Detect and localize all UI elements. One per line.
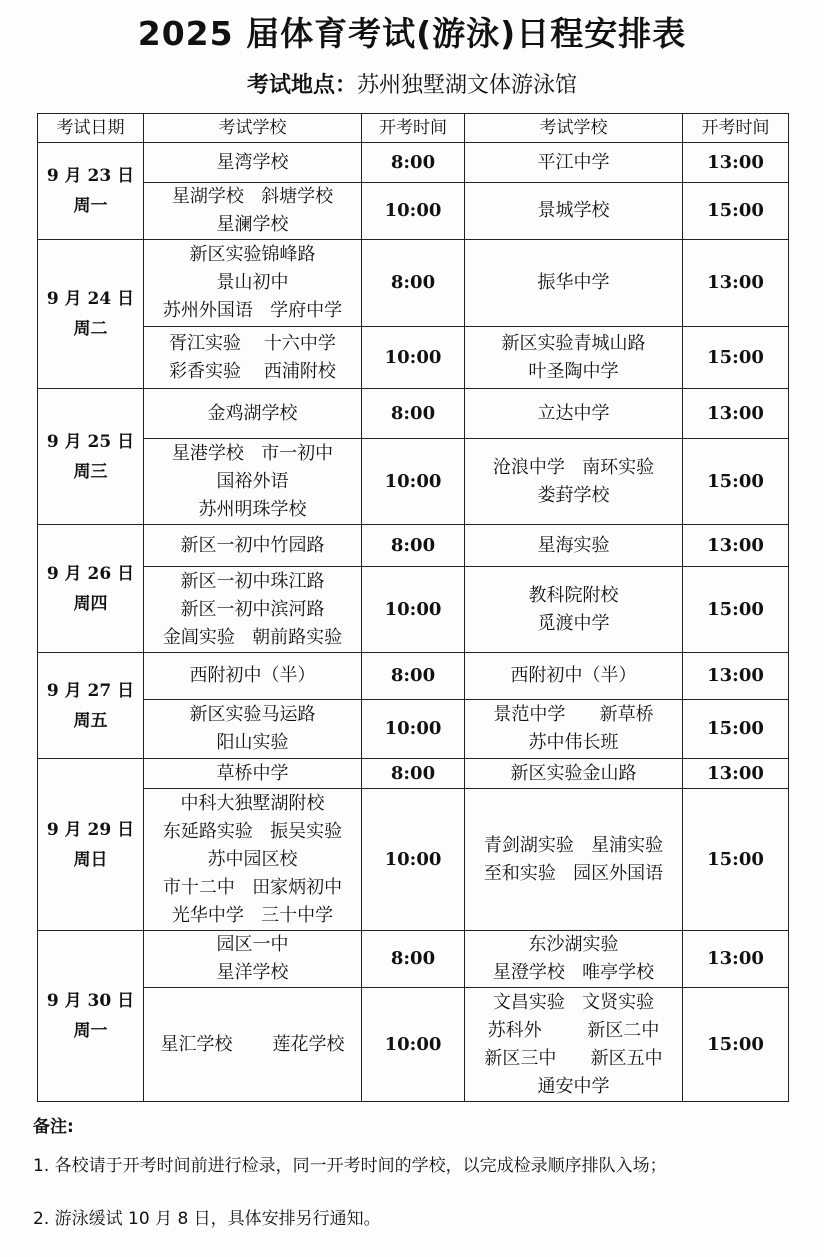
schedule-body [38,143,789,1102]
school-cell-afternoon [465,567,683,653]
school-name: 市十二中 田家炳初中 [162,876,343,898]
school-name: 新区一初中珠江路 [180,570,325,592]
start-time: 10:00 [362,327,465,389]
school-cell-morning [144,759,362,789]
school-name: 青剑湖实验 星浦实验 [483,834,664,856]
school-cell-morning [144,183,362,240]
school-cell-morning [144,240,362,327]
start-time: 13:00 [683,389,789,439]
exam-weekday: 周五 [73,710,108,731]
school-cell-morning [144,931,362,988]
school-cell-afternoon [465,327,683,389]
school-name: 草桥中学 [216,762,289,784]
school-cell-morning [144,327,362,389]
school-name: 新区实验马运路 [189,704,316,725]
exam-date: 9 月 23 日 [46,166,135,186]
school-name: 阳山实验 [216,732,289,753]
table-row [38,653,789,700]
school-cell-morning [144,700,362,759]
header-school-morning: 考试学校 [144,114,362,143]
exam-weekday: 周日 [73,849,108,870]
table-row [38,700,789,759]
school-name: 平江中学 [537,151,610,173]
school-cell-afternoon [465,240,683,327]
exam-date: 9 月 26 日 [46,563,135,584]
table-row [38,183,789,240]
school-cell-morning [144,143,362,183]
start-time: 10:00 [362,183,465,240]
school-cell-afternoon [465,759,683,789]
start-time: 8:00 [362,389,465,439]
table-row [38,759,789,789]
start-time: 15:00 [683,183,789,240]
note-item: 2. 游泳缓试 10 月 8 日，具体安排另行通知。 [33,1209,381,1229]
school-name: 至和实验 园区外国语 [483,862,664,884]
start-time: 8:00 [362,240,465,327]
start-time: 10:00 [362,789,465,931]
start-time: 13:00 [683,653,789,700]
table-row [38,143,789,183]
exam-weekday: 周四 [73,593,108,614]
school-name: 景城学校 [537,200,610,221]
exam-date-cell [38,240,144,389]
start-time: 8:00 [362,759,465,789]
school-cell-morning [144,789,362,931]
school-name: 新区实验青城山路 [501,332,646,354]
school-cell-morning [144,567,362,653]
school-name: 娄葑学校 [537,484,610,506]
table-row [38,789,789,931]
school-cell-afternoon [465,931,683,988]
school-name: 通安中学 [537,1075,610,1097]
school-name: 苏中园区校 [207,848,298,870]
start-time: 15:00 [683,988,789,1102]
table-row [38,567,789,653]
school-name: 景范中学 新草桥 [493,704,654,725]
exam-weekday: 周一 [73,196,108,216]
school-name: 叶圣陶中学 [528,360,619,382]
school-name: 西附初中（半） [510,665,637,686]
start-time: 13:00 [683,931,789,988]
start-time: 8:00 [362,931,465,988]
school-name: 胥江实验 十六中学 [169,332,336,354]
exam-date: 9 月 29 日 [46,819,135,840]
school-name: 星汇学校 莲花学校 [160,1033,345,1055]
school-cell-afternoon [465,988,683,1102]
start-time: 15:00 [683,567,789,653]
start-time: 13:00 [683,759,789,789]
exam-date-cell [38,653,144,759]
notes-section [33,1112,667,1257]
school-name: 苏州外国语 学府中学 [162,300,343,321]
school-cell-afternoon [465,143,683,183]
start-time: 15:00 [683,327,789,389]
table-row [38,327,789,389]
start-time: 8:00 [362,143,465,183]
school-cell-afternoon [465,389,683,439]
start-time: 8:00 [362,525,465,567]
start-time: 10:00 [362,700,465,759]
exam-date-cell [38,759,144,931]
venue-value: 苏州独墅湖文体游泳馆 [357,73,578,98]
exam-weekday: 周二 [73,319,108,339]
school-name: 星港学校 市一初中 [171,442,334,464]
school-name: 金鸡湖学校 [207,402,298,424]
table-row [38,988,789,1102]
exam-weekday: 周三 [73,461,108,482]
exam-date-cell [38,143,144,240]
school-name: 新区实验金山路 [510,762,637,784]
school-name: 星洋学校 [216,962,289,983]
school-cell-afternoon [465,700,683,759]
school-name: 新区三中 新区五中 [484,1047,663,1069]
table-row [38,931,789,988]
school-name: 中科大独墅湖附校 [180,792,325,814]
school-name: 沧浪中学 南环实验 [492,456,655,478]
school-cell-afternoon [465,789,683,931]
school-name: 立达中学 [537,402,610,424]
school-name: 振华中学 [537,272,610,293]
header-exam-date: 考试日期 [38,114,144,143]
table-row [38,389,789,439]
exam-date: 9 月 27 日 [46,680,135,701]
school-name: 新区一初中滨河路 [180,598,325,620]
header-start-time-morning: 开考时间 [362,114,465,143]
school-cell-afternoon [465,439,683,525]
school-cell-morning [144,988,362,1102]
school-cell-afternoon [465,653,683,700]
school-name: 苏科外 新区二中 [487,1019,660,1041]
start-time: 13:00 [683,240,789,327]
exam-date: 9 月 30 日 [46,991,135,1011]
start-time: 8:00 [362,653,465,700]
start-time: 15:00 [683,700,789,759]
header-school-afternoon: 考试学校 [465,114,683,143]
school-cell-morning [144,525,362,567]
school-name: 彩香实验 西浦附校 [169,360,336,382]
school-name: 教科院附校 [528,584,619,606]
header-start-time-afternoon: 开考时间 [683,114,789,143]
school-name: 东延路实验 振吴实验 [162,820,343,842]
school-name: 星湾学校 [216,151,289,173]
exam-weekday: 周一 [73,1021,108,1041]
school-name: 苏州明珠学校 [198,498,307,520]
schedule-table [37,113,789,1102]
school-name: 星湖学校 斜塘学校 [171,186,334,207]
start-time: 10:00 [362,567,465,653]
exam-date-cell [38,525,144,653]
start-time: 13:00 [683,525,789,567]
school-cell-afternoon [465,183,683,240]
school-cell-morning [144,389,362,439]
table-row [38,525,789,567]
school-name: 星澄学校 唯亭学校 [492,962,655,983]
venue-label: 考试地点： [246,73,357,98]
school-name: 苏中伟长班 [528,732,619,753]
table-row [38,240,789,327]
note-item: 1. 各校请于开考时间前进行检录，同一开考时间的学校，以完成检录顺序排队入场； [33,1156,667,1176]
start-time: 15:00 [683,439,789,525]
school-name: 东沙湖实验 [528,934,619,955]
school-name: 景山初中 [216,272,289,293]
school-cell-afternoon [465,525,683,567]
school-name: 新区实验锦峰路 [189,244,316,265]
school-name: 西附初中（半） [189,665,316,686]
school-name: 觅渡中学 [537,612,610,634]
start-time: 15:00 [683,789,789,931]
school-cell-morning [144,439,362,525]
exam-venue [0,68,824,99]
school-name: 星澜学校 [216,214,289,235]
school-name: 文昌实验 文贤实验 [492,991,655,1013]
school-name: 国裕外语 [216,470,289,492]
start-time: 13:00 [683,143,789,183]
table-row [38,439,789,525]
exam-date: 9 月 24 日 [46,289,135,309]
exam-date: 9 月 25 日 [46,431,135,452]
exam-date-cell [38,389,144,525]
school-name: 星海实验 [537,534,610,556]
notes-heading: 备注: [33,1117,74,1137]
start-time: 10:00 [362,439,465,525]
school-name: 新区一初中竹园路 [180,534,325,556]
school-name: 金阊实验 朝前路实验 [162,626,343,648]
header-row [38,114,789,143]
page-title: 2025 届体育考试(游泳)日程安排表 [137,14,687,53]
start-time: 10:00 [362,988,465,1102]
exam-date-cell [38,931,144,1102]
school-name: 光华中学 三十中学 [171,904,334,926]
school-cell-morning [144,653,362,700]
school-name: 园区一中 [216,934,289,955]
